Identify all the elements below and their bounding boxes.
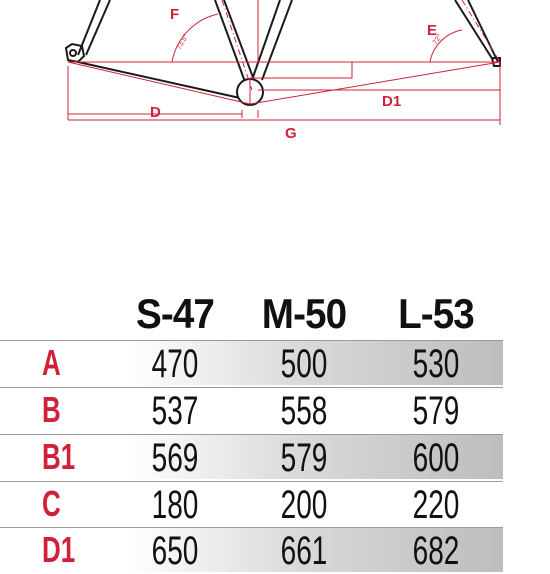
table-cell: 470 xyxy=(151,342,199,386)
table-cell: 661 xyxy=(280,529,328,573)
seat-angle-label: 73.5° xyxy=(175,33,190,51)
row-label: D1 xyxy=(42,529,76,570)
row-label: B xyxy=(42,389,61,430)
table-row-b1 xyxy=(0,434,503,479)
table-cell: 579 xyxy=(280,436,328,480)
table-cell: 200 xyxy=(280,483,328,527)
dim-label-f: F xyxy=(170,6,180,23)
table-cell: 220 xyxy=(412,483,460,527)
table-cell: 600 xyxy=(412,436,460,480)
frame-geometry-diagram xyxy=(0,0,550,160)
size-s-47: S-47 xyxy=(136,290,214,337)
dim-label-e: E xyxy=(427,22,438,39)
row-label: B1 xyxy=(42,436,76,477)
table-cell: 558 xyxy=(280,389,328,433)
table-cell: 537 xyxy=(151,389,199,433)
table-cell: 530 xyxy=(412,342,460,386)
rear-dropout xyxy=(66,44,84,62)
table-cell: 569 xyxy=(151,436,199,480)
dim-label-d1: D1 xyxy=(382,93,402,110)
table-cell: 650 xyxy=(151,529,199,573)
table-row-c xyxy=(0,481,503,526)
size-header xyxy=(0,290,550,340)
dim-label-g: G xyxy=(285,125,297,142)
table-cell: 180 xyxy=(151,483,199,527)
table-cell: 579 xyxy=(412,389,460,433)
table-cell: 682 xyxy=(412,529,460,573)
dim-label-d: D xyxy=(150,104,161,121)
size-l-53: L-53 xyxy=(398,290,474,337)
row-label: A xyxy=(42,342,61,383)
row-label: C xyxy=(42,483,61,524)
table-cell: 500 xyxy=(280,342,328,386)
table-row-b xyxy=(0,387,503,432)
head-angle-label: 72° xyxy=(431,33,444,47)
table-row-a xyxy=(0,340,503,385)
size-m-50: M-50 xyxy=(261,290,347,337)
